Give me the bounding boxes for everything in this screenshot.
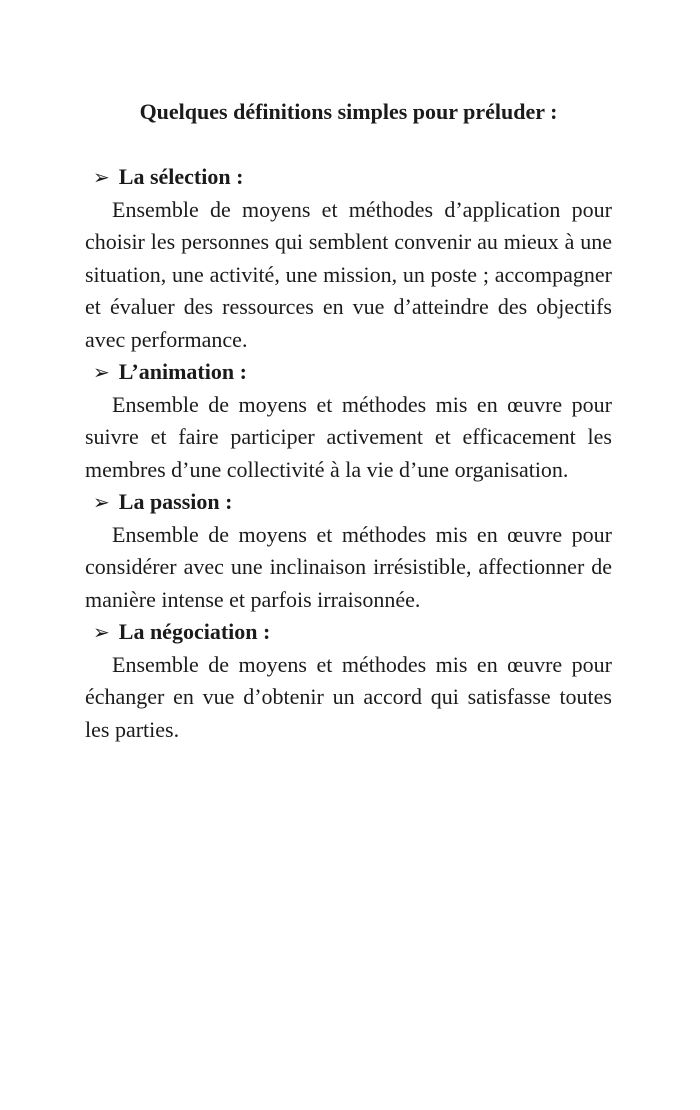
- section-heading-passion: [85, 486, 612, 519]
- section-heading-label: La sélection :: [118, 164, 244, 189]
- section-heading-label: La négociation :: [118, 619, 271, 644]
- section-heading-label: L’animation :: [118, 359, 247, 384]
- section-paragraph-selection: Ensemble de moyens et méthodes d’application pour choisir les personnes qui semblent convenir au mieux à une situation, une activité, une mission, un poste ; accompagner et évaluer des ressources en vue d’atteindre des objectifs avec performance.: [85, 196, 612, 352]
- section-heading-label: La passion :: [118, 489, 233, 514]
- section-paragraph-animation: Ensemble de moyens et méthodes mis en œuvre pour suivre et faire participer activement et efficacement les membres d’une collectivité à la vie d’une organisation.: [85, 391, 612, 482]
- arrowhead-bullet-icon: ➢: [93, 165, 110, 189]
- arrowhead-bullet-icon: ➢: [93, 360, 110, 384]
- section-paragraph-negociation: Ensemble de moyens et méthodes mis en œuvre pour échanger en vue d’obtenir un accord qui satisfasse toutes les parties.: [85, 651, 612, 742]
- page-title: Quelques définitions simples pour préluder :: [139, 99, 558, 124]
- arrowhead-bullet-icon: ➢: [93, 620, 110, 644]
- section-paragraph-passion: Ensemble de moyens et méthodes mis en œuvre pour considérer avec une inclinaison irrésistible, affectionner de manière intense et parfois irraisonnée.: [85, 521, 612, 612]
- section-heading-negociation: [85, 616, 612, 649]
- section-heading-selection: [85, 161, 612, 194]
- section-heading-animation: [85, 356, 612, 389]
- text-block: [85, 96, 612, 746]
- arrowhead-bullet-icon: ➢: [93, 490, 110, 514]
